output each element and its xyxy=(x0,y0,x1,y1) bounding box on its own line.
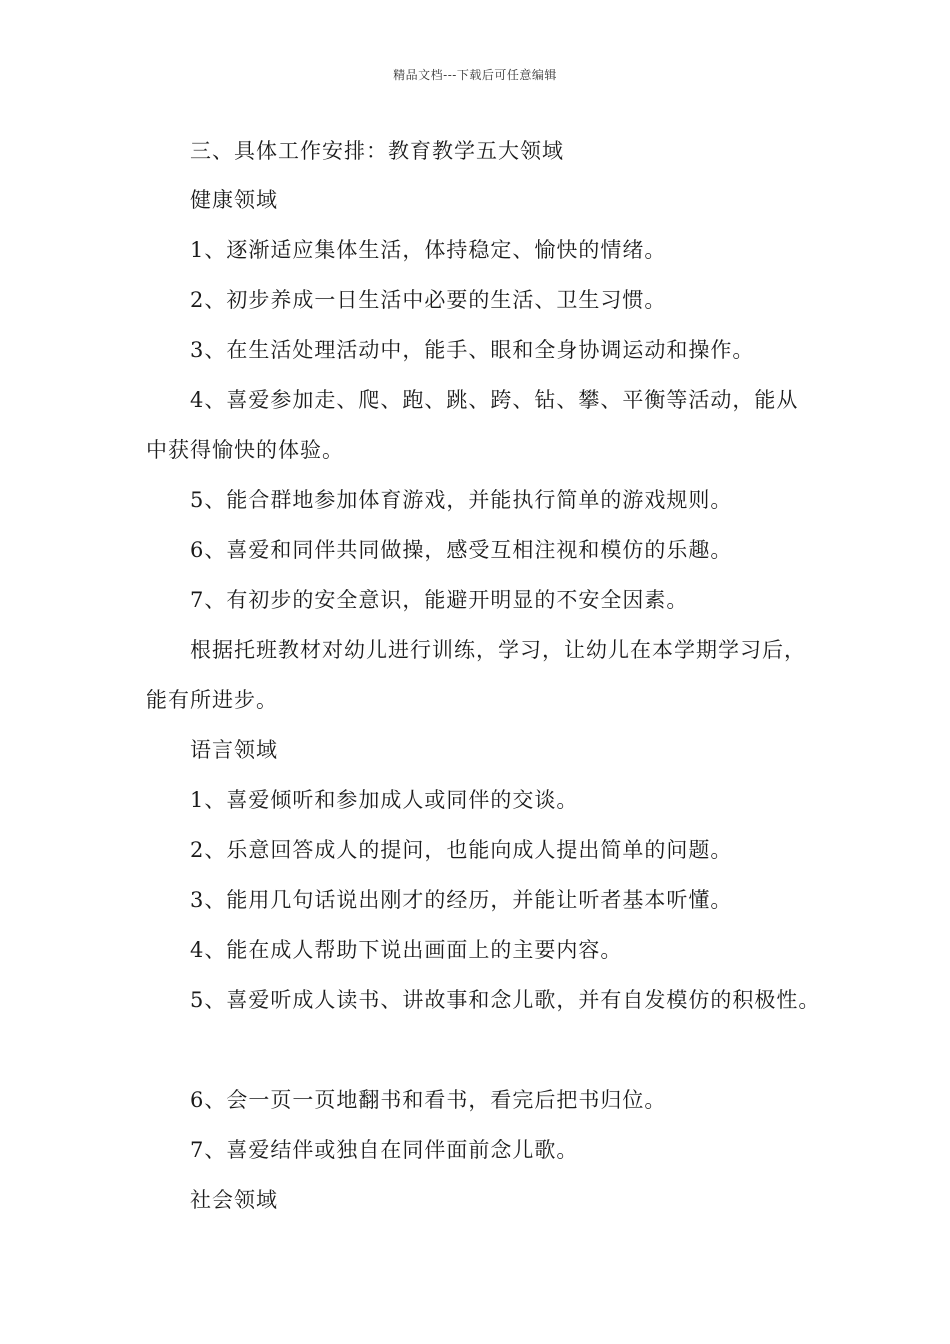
health-item-1: 1、逐渐适应集体生活，体持稳定、愉快的情绪。 xyxy=(190,238,667,262)
health-heading: 健康领域 xyxy=(190,188,278,212)
health-item-5: 5、能合群地参加体育游戏，并能执行简单的游戏规则。 xyxy=(190,488,733,512)
health-summary-line2: 能有所进步。 xyxy=(146,688,278,712)
health-item-4-continued: 中获得愉快的体验。 xyxy=(146,438,344,462)
health-item-4: 4、喜爱参加走、爬、跑、跳、跨、钻、攀、平衡等活动，能从 xyxy=(190,388,799,412)
health-summary-line1: 根据托班教材对幼儿进行训练，学习，让幼儿在本学期学习后， xyxy=(190,638,806,662)
language-item-3: 3、能用几句话说出刚才的经历，并能让听者基本听懂。 xyxy=(190,888,733,912)
social-heading: 社会领域 xyxy=(190,1188,278,1212)
language-item-5: 5、喜爱听成人读书、讲故事和念儿歌，并有自发模仿的积极性。 xyxy=(190,988,821,1012)
section-title: 三、具体工作安排：教育教学五大领域 xyxy=(190,139,564,163)
health-item-3: 3、在生活处理活动中，能手、眼和全身协调运动和操作。 xyxy=(190,338,755,362)
language-item-1: 1、喜爱倾听和参加成人或同伴的交谈。 xyxy=(190,788,579,812)
language-heading: 语言领域 xyxy=(190,738,278,762)
health-item-7: 7、有初步的安全意识，能避开明显的不安全因素。 xyxy=(190,588,689,612)
health-item-2: 2、初步养成一日生活中必要的生活、卫生习惯。 xyxy=(190,288,667,312)
language-item-2: 2、乐意回答成人的提问，也能向成人提出简单的问题。 xyxy=(190,838,733,862)
page-header: 精品文档---下载后可任意编辑 xyxy=(393,68,557,82)
language-item-4: 4、能在成人帮助下说出画面上的主要内容。 xyxy=(190,938,623,962)
language-item-6: 6、会一页一页地翻书和看书，看完后把书归位。 xyxy=(190,1088,667,1112)
language-item-7: 7、喜爱结伴或独自在同伴面前念儿歌。 xyxy=(190,1138,579,1162)
health-item-6: 6、喜爱和同伴共同做操，感受互相注视和模仿的乐趣。 xyxy=(190,538,733,562)
